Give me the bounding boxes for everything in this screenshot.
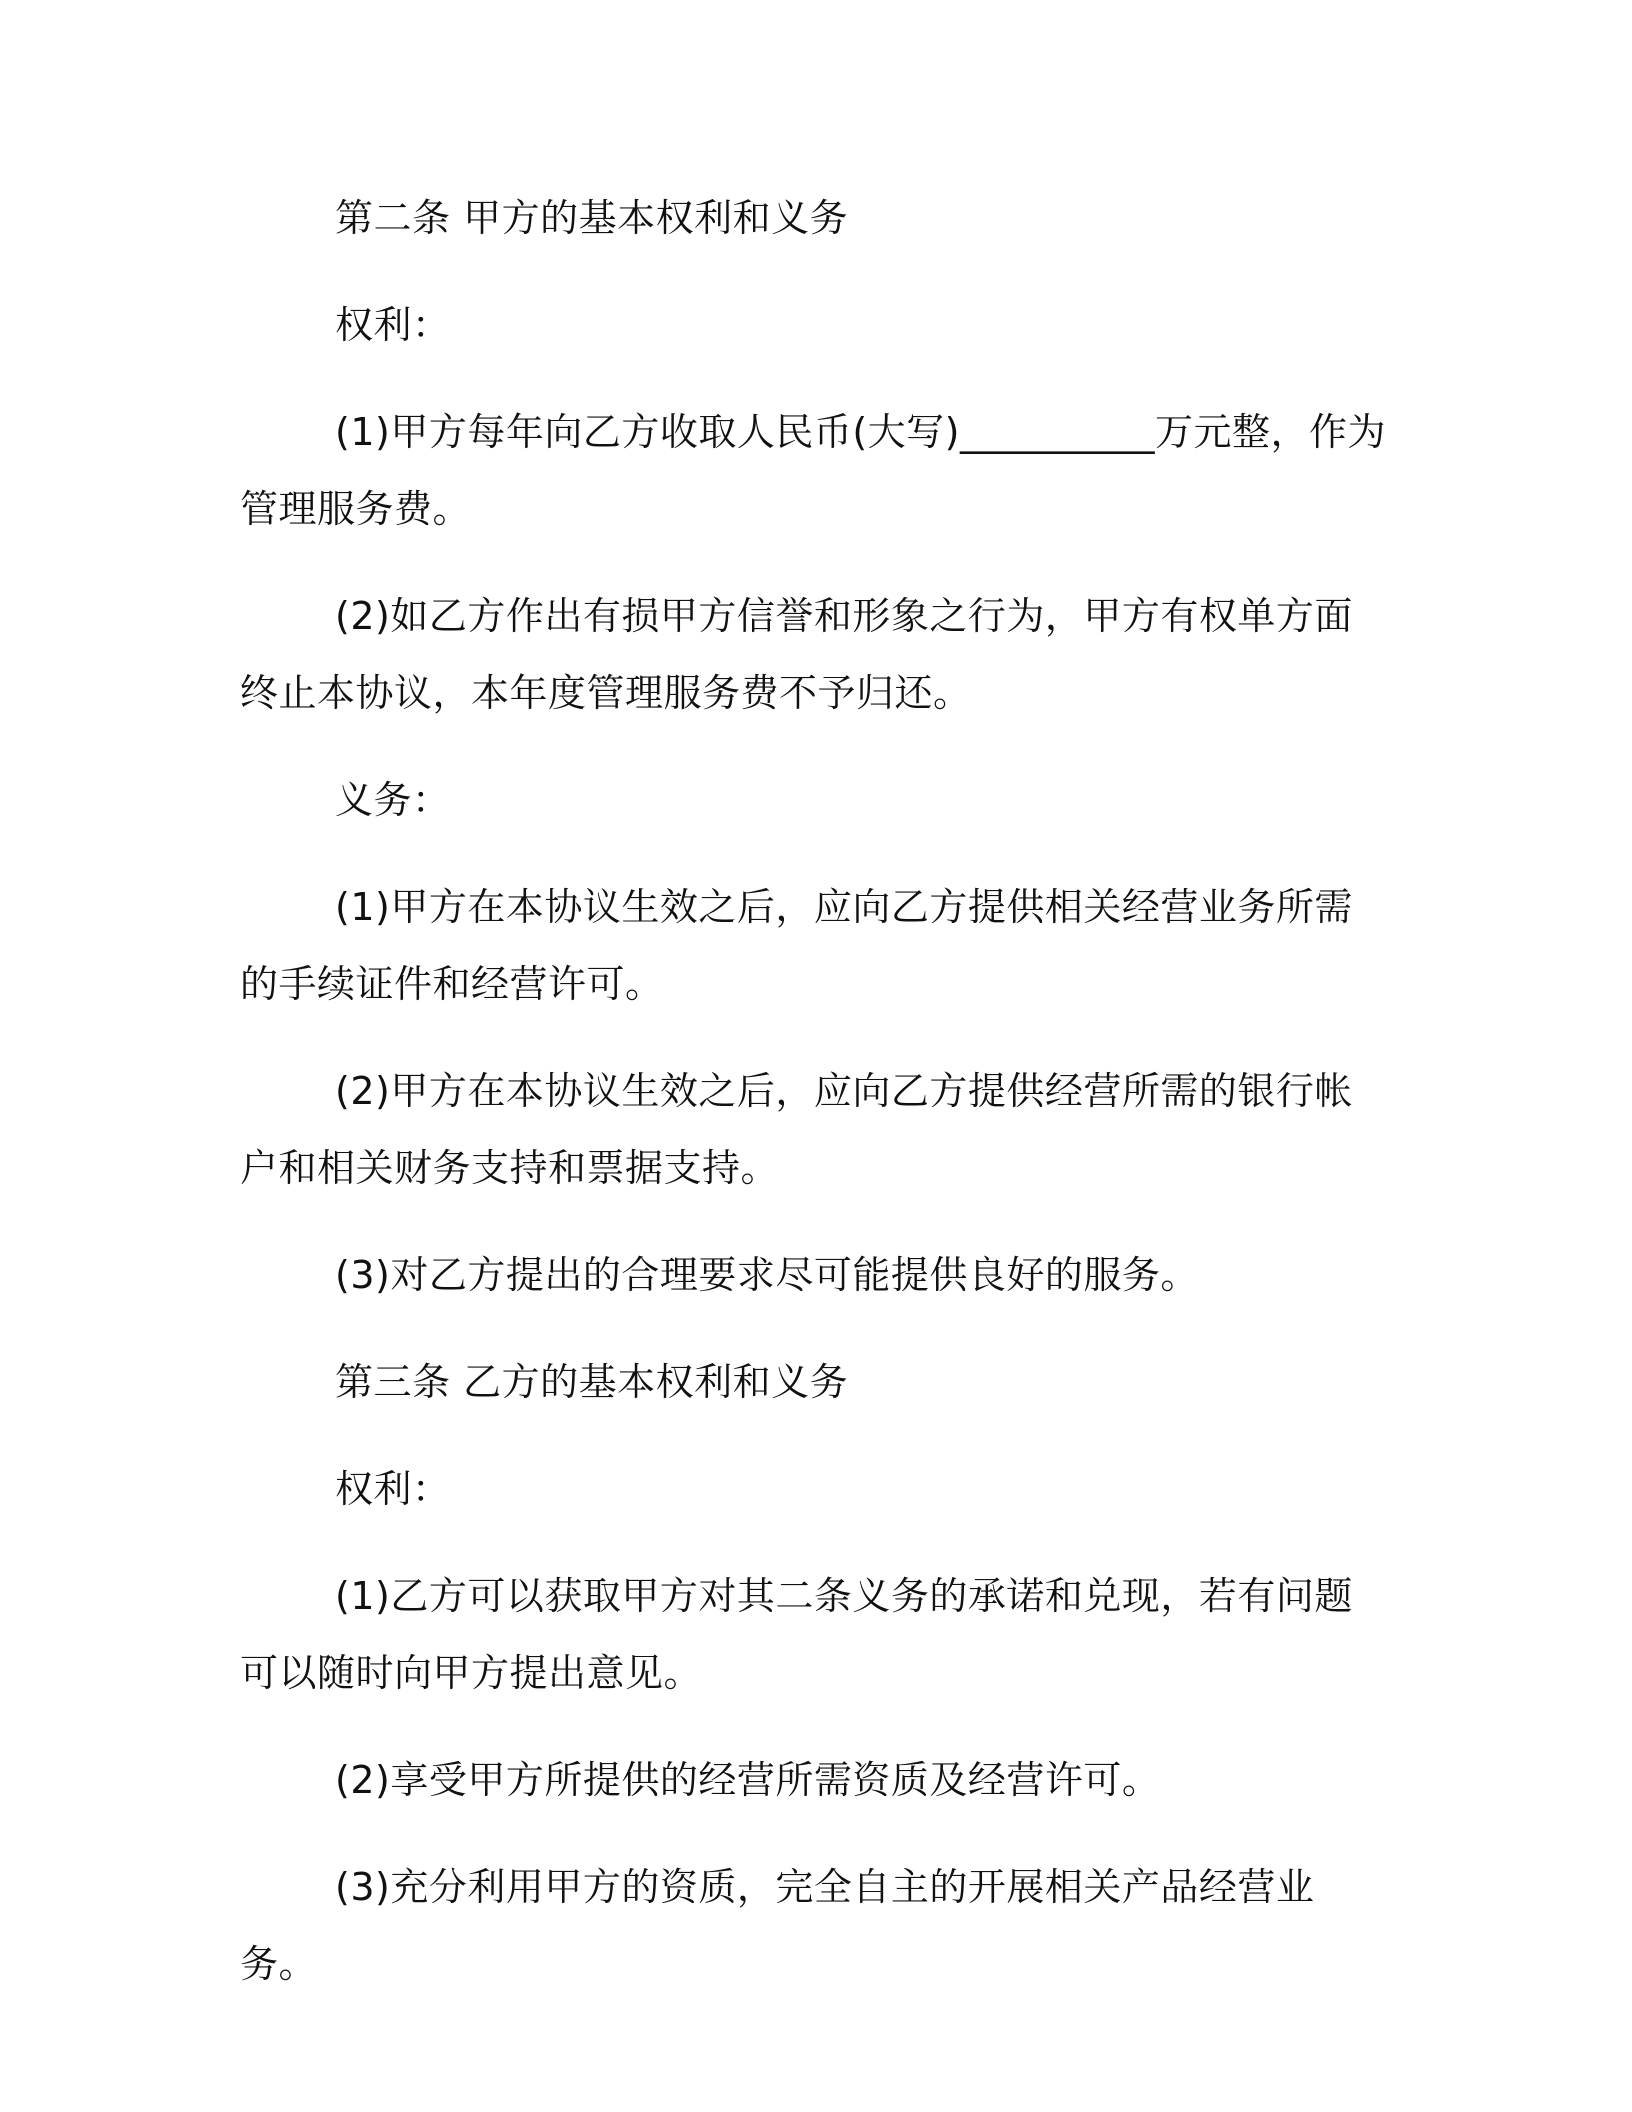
article-2-heading: 第二条 甲方的基本权利和义务 bbox=[335, 196, 849, 240]
document-page bbox=[240, 180, 1390, 2033]
article-2-obligation-1: (1)甲方在本协议生效之后，应向乙方提供相关经营业务所需的手续证件和经营许可。 bbox=[240, 885, 1353, 1006]
rights-label: 权利： bbox=[335, 303, 451, 347]
obligations-label: 义务： bbox=[335, 778, 451, 822]
article-2-obligation-2: (2)甲方在本协议生效之后，应向乙方提供经营所需的银行帐户和相关财务支持和票据支持。 bbox=[240, 1069, 1353, 1190]
article-3-right-3: (3)充分利用甲方的资质，完全自主的开展相关产品经营业务。 bbox=[240, 1865, 1315, 1986]
article-3-heading: 第三条 乙方的基本权利和义务 bbox=[335, 1360, 849, 1404]
article-2-obligation-3: (3)对乙方提出的合理要求尽可能提供良好的服务。 bbox=[335, 1253, 1199, 1297]
article-3-right-1: (1)乙方可以获取甲方对其二条义务的承诺和兑现，若有问题可以随时向甲方提出意见。 bbox=[240, 1574, 1353, 1695]
article-2-right-2: (2)如乙方作出有损甲方信誉和形象之行为，甲方有权单方面终止本协议，本年度管理服务费不予归还。 bbox=[240, 594, 1353, 715]
rights-label-2: 权利： bbox=[335, 1467, 451, 1511]
article-2-right-1: (1)甲方每年向乙方收取人民币(大写)__________万元整，作为管理服务费。 bbox=[240, 410, 1386, 531]
article-3-right-2: (2)享受甲方所提供的经营所需资质及经营许可。 bbox=[335, 1758, 1161, 1802]
